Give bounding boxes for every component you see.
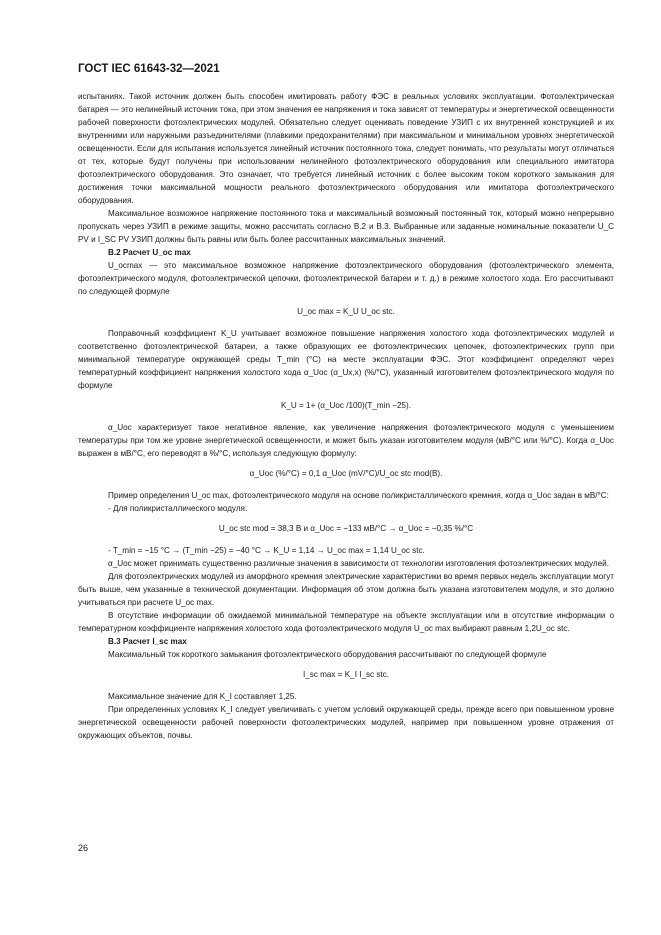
section-heading: В.2 Расчет U_oc max <box>108 248 191 257</box>
formula: α_Uoc (%/°С) = 0,1 α_Uoc (mV/°С)/U_oc stc mod(B). <box>249 469 443 478</box>
paragraph: Для фотоэлектрических модулей из аморфного кремния электрические характеристики во время первых недель эксплуатации могут быть выше, чем указанные в технической документации. Информация об этом должна быть указана изготовителем модуля, и это должно учитываться при расчете U_oc max. <box>78 572 614 607</box>
document-body <box>78 90 614 742</box>
list-item: - T_min = −15 °С → (T_min −25) = −40 °С → K_U = 1,14 → U_oc max = 1,14 U_oc stc. <box>108 546 425 555</box>
formula: U_oc stc mod = 38,3 В и α_Uoc = −133 мВ/°С → α_Uoc = −0,35 %/°С <box>218 524 474 533</box>
paragraph: α_Uoc может принимать существенно различные значения в зависимости от технологии изготовления фотоэлектрических модулей. <box>108 559 609 568</box>
paragraph: Поправочный коэффициент K_U учитывает возможное повышение напряжения холостого хода фотоэлектрических модулей и соответственно фотоэлектрической батареи, а также образующих ее фотоэлектрических цепочек, фотоэлектрических групп при минимальной температуре окружающей среды T_min (°С) на месте эксплуатации ФЭС. Этот коэффициент определяют через температурный коэффициент напряжения холостого хода α_Uoc (α_Ux,x) (%/°С), указанный изготовителем фотоэлектрического модуля по формуле <box>78 329 614 390</box>
formula: I_sc max = K_I I_sc stc. <box>302 670 390 679</box>
list-item: - Для поликристаллического модуля: <box>108 504 248 513</box>
paragraph: α_Uoc характеризует такое негативное явление, как увеличение напряжения фотоэлектрического модуля с уменьшением температуры при том же уровне энергетической освещенности, и может быть указан изготовителем модуля (мВ/°С или %/°С). Когда α_Uoc выражен в мВ/°С, его переводят в %/°С, используя следующую формулу: <box>78 423 614 458</box>
paragraph: испытаниях. Такой источник должен быть способен имитировать работу ФЭС в реальных условиях эксплуатации. Фотоэлектрическая батарея — это нелинейный источник тока, при этом значения ее напряжения и тока зависят от температуры и энергетической освещенности рабочей поверхности фотоэлектрических модулей. Обязательно следует оценивать поведение УЗИП с их внутренней конструкцией и их внутренними или наружными разъединителями (плавкими предохранителями) при максимальном и минимальном уровнях энергетической освещенности. Если для испытания используется линейный источник постоянного тока, следует понимать, что результаты могут отличаться от тех, которые будут получены при использовании нелинейного фотоэлектрического оборудования или специального имитатора фотоэлектрического оборудования. Это означает, что требуется линейный источник с более высоким током короткого замыкания для достижения точки максимальной мощности реального фотоэлектрического оборудования или имитатора фотоэлектрического оборудования. <box>78 92 614 205</box>
formula: U_oc max = K_U U_oc stc. <box>297 307 395 316</box>
formula: K_U = 1+ (α_Uoc /100)(T_min −25). <box>280 401 412 410</box>
paragraph: В отсутствие информации об ожидаемой минимальной температуре на объекте эксплуатации или в отсутствие информации о температурном коэффициенте напряжения холостого хода фотоэлектрического модуля U_oc max выбирают равным 1,2U_oc stc. <box>78 611 614 633</box>
document-header: ГОСТ IEC 61643-32—2021 <box>78 63 220 75</box>
paragraph: Максимальное возможное напряжение постоянного тока и максимальный возможный постоянный ток, который можно непрерывно пропускать через УЗИП в режиме защиты, можно рассчитать согласно В.2 и В.3. Выбранные или заданные номинальные показатели U_C PV и I_SC PV УЗИП должны быть равны или быть более рассчитанных максимальных значений. <box>78 209 614 244</box>
paragraph: При определенных условиях K_I следует увеличивать с учетом условий окружающей среды, прежде всего при повышенном уровне энергетической освещенности рабочей поверхности фотоэлектрических модулей, например при повышенном уровне отражения от окружающих объектов, почвы. <box>78 705 614 740</box>
paragraph: Пример определения U_oc max, фотоэлектрического модуля на основе поликристаллического кремния, когда α_Uoc задан в мВ/°С: <box>108 491 609 500</box>
paragraph: Максимальный ток короткого замыкания фотоэлектрического оборудования рассчитывают по следующей формуле <box>108 650 547 659</box>
paragraph: Максимальное значение для K_I составляет 1,25. <box>108 692 297 701</box>
page-number: 26 <box>78 843 89 853</box>
paragraph: U_ocmax — это максимальное возможное напряжение фотоэлектрического оборудования (фотоэлектрического элемента, фотоэлектрического модуля, фотоэлектрической цепочки, фотоэлектрической батареи и т. д.) в режиме холостого хода. Его рассчитывают по следующей формуле <box>78 261 614 296</box>
section-heading: В.3 Расчет I_sc max <box>108 637 187 646</box>
